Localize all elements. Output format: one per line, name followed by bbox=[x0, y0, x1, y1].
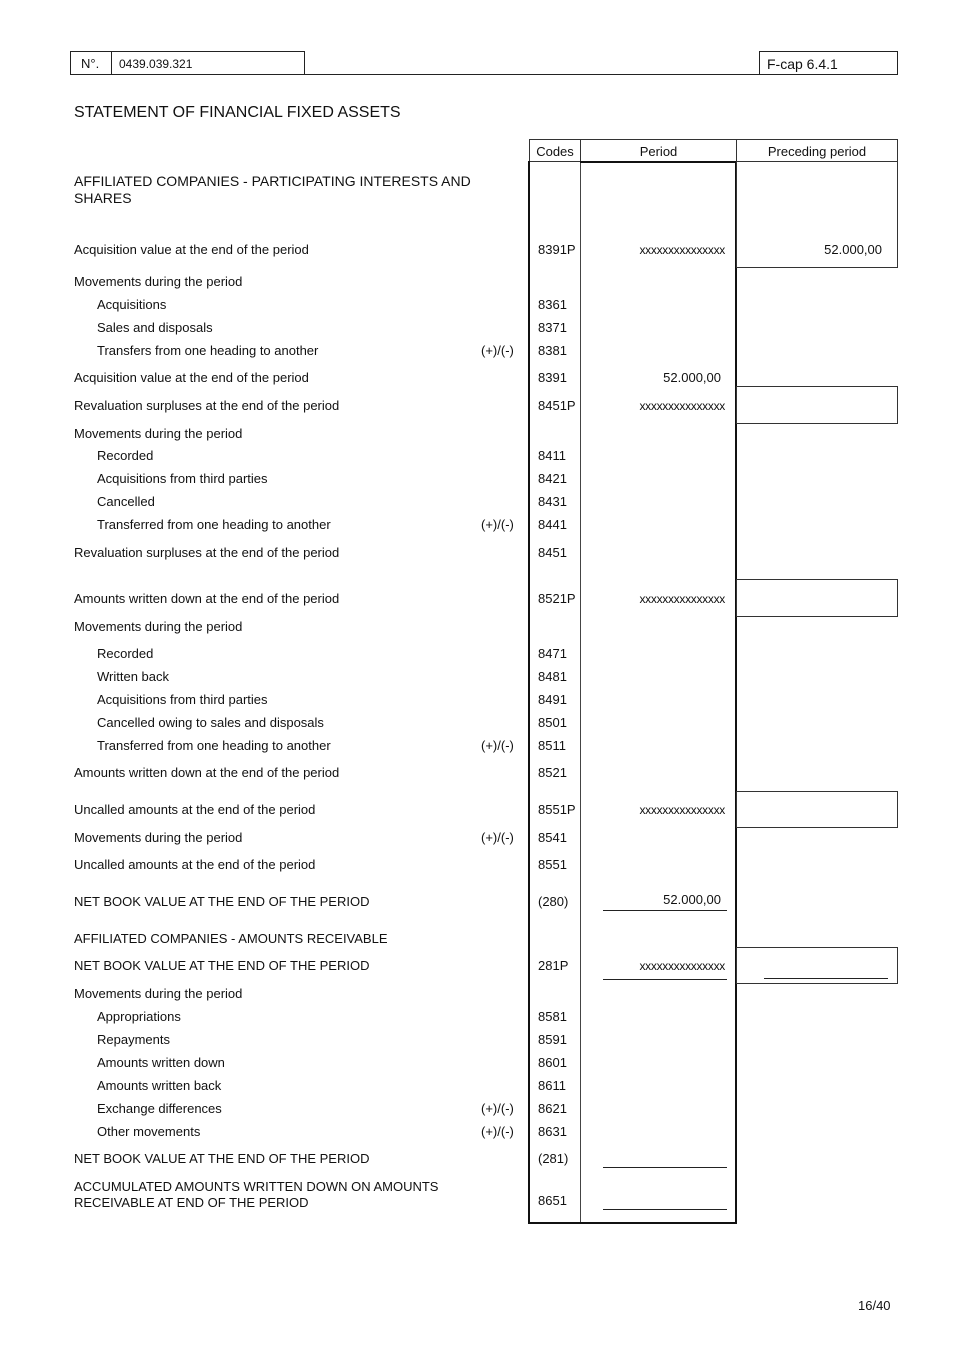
row-label: Exchange differences bbox=[97, 1101, 222, 1116]
col-period-label: Period bbox=[639, 144, 678, 159]
row-label: Acquisition value at the end of the period bbox=[74, 370, 309, 385]
period-underline-280 bbox=[603, 910, 727, 911]
row-code: 8491 bbox=[538, 692, 567, 707]
row-label: Movements during the period bbox=[74, 426, 243, 441]
row-sign: (+)/(-) bbox=[481, 1101, 514, 1116]
row-label: Movements during the period bbox=[74, 830, 243, 845]
header-rule bbox=[304, 74, 760, 75]
row-code: 8551P bbox=[538, 802, 576, 817]
row-label: Amounts written down at the end of the period bbox=[74, 765, 340, 780]
period-underline-281 bbox=[603, 1167, 727, 1168]
row-label: Appropriations bbox=[97, 1009, 181, 1024]
row-label: Movements during the period bbox=[74, 619, 243, 634]
row-code: 8551 bbox=[538, 857, 567, 872]
row-label: ACCUMULATED AMOUNTS WRITTEN DOWN ON AMOUNTS RECEIVABLE AT END OF THE PERIOD bbox=[74, 1179, 439, 1210]
row-code: 8391P bbox=[538, 242, 576, 257]
row-label: Repayments bbox=[97, 1032, 170, 1047]
row-label: Acquisitions bbox=[97, 297, 167, 312]
col-header-period bbox=[580, 139, 737, 162]
row-label: Cancelled bbox=[97, 494, 155, 509]
preceding-box-8551P bbox=[736, 791, 898, 828]
row-label: Revaluation surpluses at the end of the period bbox=[74, 545, 340, 560]
row-code: (281) bbox=[538, 1151, 569, 1166]
row-code: 8581 bbox=[538, 1009, 567, 1024]
preceding-box-8451P bbox=[736, 386, 898, 424]
row-period: xxxxxxxxxxxxxxx bbox=[639, 803, 725, 817]
row-code: 8361 bbox=[538, 297, 567, 312]
row-code: 8381 bbox=[538, 343, 567, 358]
row-sign: (+)/(-) bbox=[481, 343, 514, 358]
row-label: Amounts written down bbox=[97, 1055, 225, 1070]
col-codes-label: Codes bbox=[536, 144, 574, 159]
row-label: Uncalled amounts at the end of the period bbox=[74, 802, 316, 817]
row-label: Movements during the period bbox=[74, 986, 243, 1001]
row-label: Recorded bbox=[97, 448, 154, 463]
row-period: xxxxxxxxxxxxxxx bbox=[639, 243, 725, 257]
row-code: 8371 bbox=[538, 320, 567, 335]
row-code: 8421 bbox=[538, 471, 567, 486]
row-label: NET BOOK VALUE AT THE END OF THE PERIOD bbox=[74, 1151, 370, 1166]
row-label: Revaluation surpluses at the end of the period bbox=[74, 398, 340, 413]
form-code: F-cap 6.4.1 bbox=[767, 56, 838, 72]
period-underline-8651 bbox=[603, 1209, 727, 1210]
row-period: xxxxxxxxxxxxxxx bbox=[639, 592, 725, 606]
row-code: 8511 bbox=[538, 738, 566, 753]
row-label: Transferred from one heading to another bbox=[97, 738, 331, 753]
row-code: 8471 bbox=[538, 646, 567, 661]
preceding-underline-281P bbox=[764, 978, 888, 979]
row-sign: (+)/(-) bbox=[481, 830, 514, 845]
row-label: Acquisitions from third parties bbox=[97, 692, 268, 707]
row-code: 8601 bbox=[538, 1055, 567, 1070]
section2-heading: AFFILIATED COMPANIES - AMOUNTS RECEIVABLE bbox=[74, 931, 388, 946]
row-label: Acquisitions from third parties bbox=[97, 471, 268, 486]
row-code: 8481 bbox=[538, 669, 567, 684]
row-code: 8501 bbox=[538, 715, 567, 730]
row-code: 8391 bbox=[538, 370, 567, 385]
row-preceding: 52.000,00 bbox=[824, 242, 882, 257]
header-no-label: N°. bbox=[81, 56, 100, 71]
row-period: xxxxxxxxxxxxxxx bbox=[639, 399, 725, 413]
row-label: Other movements bbox=[97, 1124, 201, 1139]
period-underline-281P bbox=[603, 979, 727, 980]
row-sign: (+)/(-) bbox=[481, 1124, 514, 1139]
row-label: Movements during the period bbox=[74, 274, 243, 289]
row-label: Acquisition value at the end of the period bbox=[74, 242, 309, 257]
row-code: 8651 bbox=[538, 1193, 567, 1208]
company-number: 0439.039.321 bbox=[119, 57, 193, 71]
col-header-codes bbox=[529, 139, 581, 162]
row-sign: (+)/(-) bbox=[481, 517, 514, 532]
company-number-box bbox=[111, 51, 305, 75]
row-code: 8451 bbox=[538, 545, 567, 560]
preceding-box-8521P bbox=[736, 579, 898, 617]
row-label: NET BOOK VALUE AT THE END OF THE PERIOD bbox=[74, 958, 370, 973]
row-code: 8521 bbox=[538, 765, 567, 780]
col-preceding-label: Preceding period bbox=[767, 144, 867, 159]
section1-heading: AFFILIATED COMPANIES - PARTICIPATING INTERESTS AND SHARES bbox=[74, 173, 471, 206]
page-title: STATEMENT OF FINANCIAL FIXED ASSETS bbox=[74, 104, 401, 121]
row-label: Recorded bbox=[97, 646, 154, 661]
codes-divider bbox=[580, 161, 581, 1222]
row-code: 8621 bbox=[538, 1101, 567, 1116]
row-code: 8521P bbox=[538, 591, 576, 606]
header-no-box bbox=[70, 51, 112, 75]
row-label: Sales and disposals bbox=[97, 320, 213, 335]
period-top-rule bbox=[580, 161, 737, 163]
row-code: 8541 bbox=[538, 830, 567, 845]
form-code-box bbox=[759, 51, 898, 75]
row-period: xxxxxxxxxxxxxxx bbox=[639, 959, 725, 973]
row-code: 8631 bbox=[538, 1124, 567, 1139]
row-code: (280) bbox=[538, 894, 569, 909]
row-code: 8411 bbox=[538, 448, 566, 463]
row-period: 52.000,00 bbox=[663, 370, 721, 385]
row-code: 281P bbox=[538, 958, 569, 973]
row-label: Cancelled owing to sales and disposals bbox=[97, 715, 324, 730]
page-number: 16/40 bbox=[858, 1298, 891, 1313]
row-code: 8591 bbox=[538, 1032, 567, 1047]
row-code: 8451P bbox=[538, 398, 576, 413]
row-code: 8431 bbox=[538, 494, 567, 509]
row-label: Uncalled amounts at the end of the period bbox=[74, 857, 316, 872]
row-sign: (+)/(-) bbox=[481, 738, 514, 753]
row-label: Transferred from one heading to another bbox=[97, 517, 331, 532]
row-label: Amounts written back bbox=[97, 1078, 222, 1093]
row-label: Transfers from one heading to another bbox=[97, 343, 319, 358]
row-code: 8441 bbox=[538, 517, 567, 532]
row-period: 52.000,00 bbox=[663, 892, 721, 907]
col-header-preceding bbox=[736, 139, 898, 162]
row-label: Amounts written down at the end of the period bbox=[74, 591, 340, 606]
row-code: 8611 bbox=[538, 1078, 566, 1093]
row-label: NET BOOK VALUE AT THE END OF THE PERIOD bbox=[74, 894, 370, 909]
row-label: Written back bbox=[97, 669, 170, 684]
